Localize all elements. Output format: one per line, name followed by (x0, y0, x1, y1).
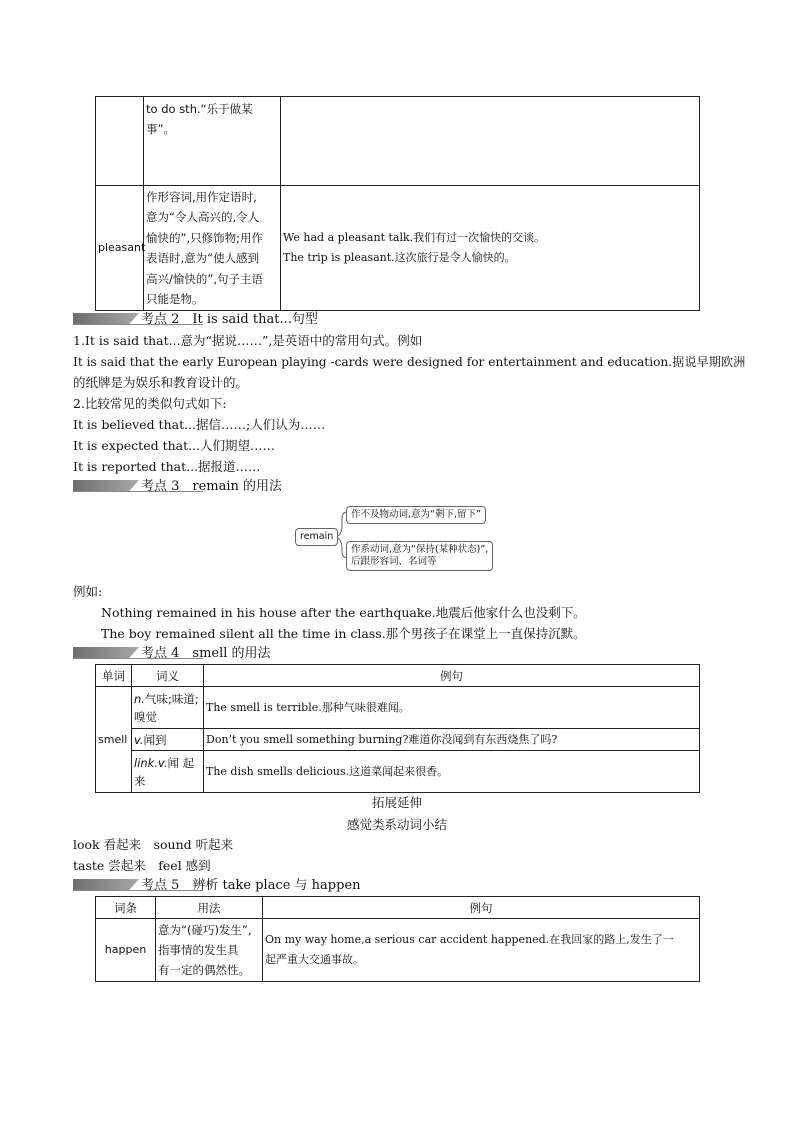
header-cell: 用法 (156, 897, 263, 919)
smell-table (95, 664, 700, 793)
header-cell: 例句 (263, 897, 700, 919)
header-cell: 词条 (96, 897, 156, 919)
meaning-cell: v.闻到 (132, 729, 204, 751)
meaning-cell: link.v.闻 起 来 (132, 751, 204, 793)
mindmap-root: remain (295, 528, 338, 546)
section-title-kd2: 考点 2 It is said that...句型 (141, 312, 318, 327)
table-row (96, 729, 700, 751)
text-line: taste 尝起来 feel 感到 (73, 858, 211, 873)
section-title-kd3: 考点 3 remain 的用法 (141, 479, 283, 494)
pleasant-table (95, 96, 700, 311)
example-cell: Don’t you smell something burning?难道你没闻到有东西烧焦了吗? (204, 729, 700, 751)
header-cell: 单词 (96, 665, 132, 687)
table-row (96, 186, 700, 311)
meaning-cell: n.气味;味道; 嗅觉 (132, 687, 204, 729)
text-line: 2.比较常见的类似句式如下: (73, 396, 227, 411)
section-title-kd5: 考点 5 辨析 take place 与 happen (141, 878, 361, 893)
text-line: It is reported that...据报道…… (73, 459, 261, 474)
word-cell: happen (96, 919, 156, 982)
section-title-kd4: 考点 4 smell 的用法 (141, 646, 271, 661)
example-cell: On my way home,a serious car accident happened.在我回家的路上,发生了一 起严重大交通事故。 (263, 919, 700, 982)
word-cell: pleasant (96, 186, 144, 311)
text-line: It is said that the early European playing -cards were designed for entertainment and education.据说早期欧洲 (73, 355, 746, 369)
text-line: 的纸牌是为娱乐和教育设计的。 (73, 375, 249, 390)
example-cell: We had a pleasant talk.我们有过一次愉快的交谈。 The trip is pleasant.这次旅行是令人愉快的。 (281, 186, 700, 311)
table-cell: to do sth.“乐于做某事”。 (144, 97, 281, 186)
text-line: It is believed that...据信……;人们认为…… (73, 417, 326, 432)
example-cell: The dish smells delicious.这道菜闻起来很香。 (204, 751, 700, 793)
happen-table (95, 896, 700, 982)
text-line: 例如: (73, 584, 103, 599)
extension-subheading: 感觉类系动词小结 (346, 817, 447, 832)
extension-heading: 拓展延伸 (371, 795, 422, 810)
table-row (96, 687, 700, 729)
usage-cell: 作形容词,用作定语时, 意为“令人高兴的,令人 愉快的”,只修饰物;用作 表语时,意为“使人感到 高兴/愉快的”,句子主语 只能是物。 (144, 186, 281, 311)
table-row (96, 97, 700, 186)
table-cell (281, 97, 700, 186)
table-row (96, 919, 700, 982)
header-cell: 例句 (204, 665, 700, 687)
text-line: It is expected that...人们期望…… (73, 438, 276, 453)
text-line: look 看起来 sound 听起来 (73, 837, 234, 852)
header-cell: 词义 (132, 665, 204, 687)
word-cell: smell (96, 687, 132, 793)
text-line: 1.It is said that...意为“据说……”,是英语中的常用句式。例如 (73, 333, 423, 348)
table-cell (96, 97, 144, 186)
table-header-row (96, 665, 700, 687)
usage-cell: 意为“(碰巧)发生”, 指事情的发生具 有一定的偶然性。 (156, 919, 263, 982)
mindmap-branch-2: 作系动词,意为“保持(某种状态)”, 后跟形容词、名词等 (346, 541, 493, 571)
table-row (96, 751, 700, 793)
example-cell: The smell is terrible.那种气味很难闻。 (204, 687, 700, 729)
table-header-row (96, 897, 700, 919)
text-line: Nothing remained in his house after the earthquake.地震后他家什么也没剩下。 (101, 605, 586, 620)
text-line: The boy remained silent all the time in class.那个男孩子在课堂上一直保持沉默。 (101, 626, 586, 641)
mindmap-branch-1: 作不及物动词,意为“剩下,留下” (346, 506, 486, 524)
